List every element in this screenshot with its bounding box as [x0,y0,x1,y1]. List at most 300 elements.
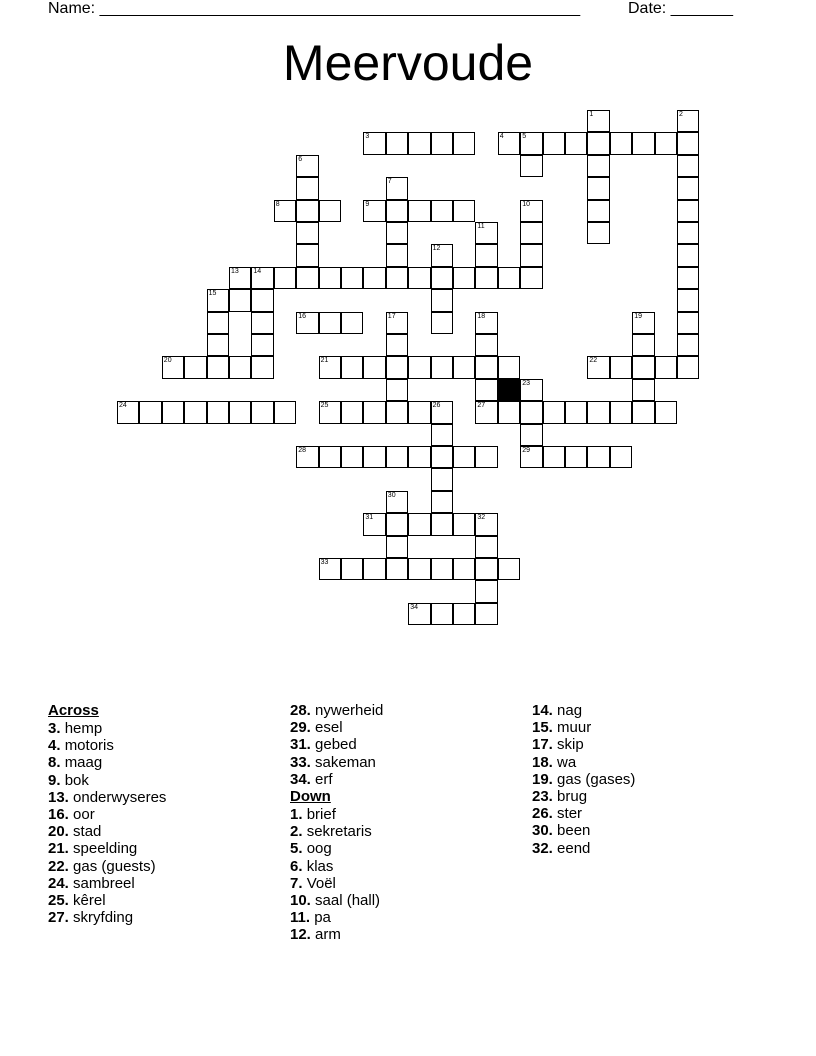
clue-number: 5 [522,133,527,141]
grid-cell[interactable] [363,513,385,535]
grid-cell[interactable] [498,132,520,154]
grid-cell[interactable] [386,356,408,378]
grid-cell[interactable] [431,200,453,222]
clue-item [290,926,530,943]
grid-cell[interactable] [543,132,565,154]
grid-cell[interactable] [431,468,453,490]
clue-number: 17 [387,312,396,320]
grid-cell[interactable] [296,446,318,468]
grid-cell[interactable] [677,356,699,378]
grid-cell[interactable] [587,155,609,177]
grid-cell[interactable] [453,446,475,468]
grid-cell[interactable] [498,356,520,378]
clue-number-label: 8. [48,754,61,772]
clue-number: 27 [477,402,486,410]
clue-item [290,858,530,875]
clue-item [290,875,530,892]
clue-number: 4 [499,133,504,141]
grid-cell[interactable] [274,200,296,222]
clue-text: gas (guests) [73,857,156,875]
clue-number-label: 29. [290,719,311,737]
clue-item [290,771,530,788]
page-title: Meervoude [282,35,534,91]
grid-cell[interactable] [453,513,475,535]
clue-item [48,806,288,823]
grid-cell[interactable] [453,132,475,154]
grid-cell[interactable] [296,200,318,222]
clue-text: wa [557,753,577,771]
grid-cell[interactable] [386,401,408,423]
grid-cell[interactable] [475,580,497,602]
clue-number-label: 13. [48,788,69,806]
clue-number-label: 4. [48,737,61,755]
clue-number: 19 [634,312,642,320]
crossword-grid [117,110,717,630]
clue-text: onderwyseres [73,788,167,806]
clue-text: motoris [64,737,114,755]
clue-number-label: 24. [48,874,69,892]
clue-text: hemp [64,720,103,737]
clue-item [48,772,288,789]
grid-cell[interactable] [475,603,497,625]
grid-cell[interactable] [386,267,408,289]
clue-number-label: 28. [290,702,311,719]
grid-cell[interactable] [386,446,408,468]
grid-cell[interactable] [117,401,139,423]
grid-cell[interactable] [610,356,632,378]
grid-cell[interactable] [408,267,430,289]
grid-cell[interactable] [251,401,273,423]
grid-cell[interactable] [632,334,654,356]
grid-cell[interactable] [565,132,587,154]
clue-number: 24 [119,402,127,410]
grid-cell[interactable] [677,200,699,222]
clue-text: skip [557,736,584,754]
clue-number: 6 [298,155,303,163]
clue-number: 13 [231,267,239,275]
grid-cell[interactable] [274,401,296,423]
grid-cell[interactable] [363,200,385,222]
clue-number: 23 [522,379,530,387]
grid-cell[interactable] [520,446,542,468]
grid-cell[interactable] [251,334,273,356]
grid-cell[interactable] [520,379,542,401]
clue-number: 28 [298,447,306,454]
grid-cell[interactable] [386,513,408,535]
clue-item [290,806,530,823]
grid-cell[interactable] [386,558,408,580]
clue-number: 8 [275,200,280,208]
grid-cell[interactable] [162,401,184,423]
black-cell [498,379,520,401]
grid-cell[interactable] [251,356,273,378]
clue-item [290,892,530,909]
clue-item [48,737,288,754]
clue-item [290,909,530,926]
name-field-label: Name: ______________________________________________________ [48,0,581,17]
grid-cell[interactable] [520,424,542,446]
grid-cell[interactable] [229,267,251,289]
grid-cell[interactable] [587,222,609,244]
grid-cell[interactable] [677,177,699,199]
grid-cell[interactable] [319,401,341,423]
grid-cell[interactable] [184,356,206,378]
clue-text: gebed [315,736,357,754]
grid-cell[interactable] [341,356,363,378]
clue-number-label: 1. [290,806,303,824]
grid-cell[interactable] [363,132,385,154]
clue-item [290,736,530,753]
grid-cell[interactable] [431,132,453,154]
grid-cell[interactable] [610,132,632,154]
grid-cell[interactable] [431,289,453,311]
grid-cell[interactable] [632,312,654,334]
grid-cell[interactable] [520,222,542,244]
clue-number-label: 11. [290,909,311,927]
clue-text: Voël [306,874,336,892]
grid-cell[interactable] [520,401,542,423]
grid-cell[interactable] [363,267,385,289]
grid-cell[interactable] [587,446,609,468]
clue-number: 2 [679,111,683,118]
grid-cell[interactable] [520,155,542,177]
grid-cell[interactable] [363,558,385,580]
clue-number-label: 12. [290,926,311,944]
grid-cell[interactable] [431,603,453,625]
clue-number-label: 17. [532,736,553,754]
grid-cell[interactable] [475,379,497,401]
grid-cell[interactable] [677,312,699,334]
clue-number-label: 2. [290,823,303,841]
grid-cell[interactable] [386,222,408,244]
grid-cell[interactable] [207,401,229,423]
grid-cell[interactable] [431,446,453,468]
clue-number-label: 23. [532,788,553,806]
across-heading: Across [48,702,99,719]
grid-cell[interactable] [296,155,318,177]
grid-cell[interactable] [431,491,453,513]
clue-number-label: 33. [290,753,311,771]
clue-number: 3 [365,133,370,141]
grid-cell[interactable] [453,267,475,289]
clue-text: skryfding [73,909,134,927]
clue-item [532,754,772,771]
clue-number: 34 [410,603,418,611]
grid-cell[interactable] [296,312,318,334]
grid-cell[interactable] [475,356,497,378]
grid-cell[interactable] [475,312,497,334]
grid-cell[interactable] [677,334,699,356]
grid-cell[interactable] [408,200,430,222]
grid-cell[interactable] [229,401,251,423]
grid-cell[interactable] [363,356,385,378]
grid-cell[interactable] [184,401,206,423]
grid-cell[interactable] [453,603,475,625]
grid-cell[interactable] [520,267,542,289]
grid-cell[interactable] [341,446,363,468]
grid-cell[interactable] [677,244,699,266]
grid-cell[interactable] [520,244,542,266]
clue-item [48,875,288,892]
grid-cell[interactable] [520,200,542,222]
clue-number-label: 26. [532,805,553,823]
clue-item [532,840,772,857]
clue-item [48,823,288,840]
grid-cell[interactable] [587,200,609,222]
grid-cell[interactable] [386,177,408,199]
clue-number: 9 [365,200,370,208]
clue-number-label: 10. [290,892,311,910]
grid-cell[interactable] [475,446,497,468]
clue-number: 16 [298,312,306,320]
clue-number-label: 18. [532,753,553,771]
clue-number: 20 [163,357,172,365]
clue-text: kêrel [73,892,106,910]
clue-number: 25 [320,402,329,410]
grid-cell[interactable] [408,603,430,625]
grid-cell[interactable] [498,401,520,423]
grid-cell[interactable] [453,558,475,580]
clue-text: stad [73,823,102,841]
grid-cell[interactable] [431,401,453,423]
grid-cell[interactable] [341,267,363,289]
grid-cell[interactable] [408,356,430,378]
grid-cell[interactable] [453,356,475,378]
clue-text: pa [314,909,331,927]
grid-cell[interactable] [475,401,497,423]
grid-cell[interactable] [296,177,318,199]
clue-number-label: 31. [290,736,311,754]
grid-cell[interactable] [386,334,408,356]
clue-number-label: 15. [532,719,553,737]
clues-column-1 [48,702,288,926]
grid-cell[interactable] [386,536,408,558]
grid-cell[interactable] [431,558,453,580]
clue-text: oog [306,840,332,858]
grid-cell[interactable] [475,334,497,356]
grid-cell[interactable] [632,356,654,378]
grid-cell[interactable] [408,132,430,154]
clue-number: 22 [589,357,598,365]
grid-cell[interactable] [498,558,520,580]
down-clue-list-continued [532,702,772,857]
grid-cell[interactable] [587,356,609,378]
grid-cell[interactable] [587,177,609,199]
clue-item [290,702,530,719]
clue-number: 21 [320,357,329,365]
grid-cell[interactable] [207,356,229,378]
grid-cell[interactable] [498,267,520,289]
grid-cell[interactable] [363,401,385,423]
clue-number-label: 14. [532,702,553,719]
grid-cell[interactable] [363,446,385,468]
clue-number-label: 34. [290,770,311,788]
clue-text: sekretaris [306,823,372,841]
grid-cell[interactable] [677,155,699,177]
grid-cell[interactable] [610,401,632,423]
clue-text: erf [315,770,333,788]
grid-cell[interactable] [475,513,497,535]
clue-number: 11 [477,223,485,230]
clue-text: eend [557,839,591,857]
clue-text: muur [557,719,592,737]
clue-number: 26 [432,402,441,410]
grid-cell[interactable] [319,558,341,580]
grid-cell[interactable] [408,558,430,580]
grid-cell[interactable] [408,513,430,535]
grid-cell[interactable] [587,401,609,423]
clue-item [532,719,772,736]
grid-cell[interactable] [520,132,542,154]
grid-cell[interactable] [475,244,497,266]
grid-cell[interactable] [408,446,430,468]
clue-number: 14 [253,267,262,275]
grid-cell[interactable] [207,312,229,334]
clue-text: brug [557,788,588,806]
clue-number-label: 25. [48,892,69,910]
clue-text: sambreel [73,874,135,892]
grid-cell[interactable] [319,446,341,468]
grid-cell[interactable] [655,132,677,154]
clue-text: maag [64,754,103,772]
grid-cell[interactable] [431,244,453,266]
grid-cell[interactable] [386,379,408,401]
grid-cell[interactable] [319,200,341,222]
grid-cell[interactable] [587,132,609,154]
grid-cell[interactable] [677,222,699,244]
grid-cell[interactable] [587,110,609,132]
grid-cell[interactable] [229,356,251,378]
grid-cell[interactable] [341,558,363,580]
grid-cell[interactable] [475,558,497,580]
grid-cell[interactable] [655,356,677,378]
grid-cell[interactable] [296,222,318,244]
grid-cell[interactable] [319,267,341,289]
grid-cell[interactable] [386,491,408,513]
grid-cell[interactable] [296,267,318,289]
date-field-label: Date: _______ [628,0,733,17]
grid-cell[interactable] [677,289,699,311]
clue-number-label: 7. [290,874,303,892]
clue-number-label: 3. [48,720,61,737]
clue-item [532,771,772,788]
clue-number: 18 [477,312,486,320]
grid-cell[interactable] [386,244,408,266]
grid-cell[interactable] [431,356,453,378]
clue-text: esel [315,719,343,737]
grid-cell[interactable] [475,536,497,558]
clue-number-label: 27. [48,909,69,927]
grid-cell[interactable] [251,267,273,289]
grid-cell[interactable] [139,401,161,423]
clue-text: gas (gases) [557,770,636,788]
grid-cell[interactable] [207,289,229,311]
grid-cell[interactable] [251,289,273,311]
clue-item [48,858,288,875]
grid-cell[interactable] [677,132,699,154]
grid-cell[interactable] [632,132,654,154]
grid-cell[interactable] [386,132,408,154]
grid-cell[interactable] [386,312,408,334]
clue-item [48,909,288,926]
clue-item [532,702,772,719]
grid-cell[interactable] [319,356,341,378]
grid-cell[interactable] [341,312,363,334]
clue-text: saal (hall) [315,892,381,910]
across-clue-list-continued [290,702,530,788]
grid-cell[interactable] [251,312,273,334]
clue-number: 10 [522,200,530,208]
grid-cell[interactable] [431,312,453,334]
clue-number-label: 21. [48,840,69,858]
grid-cell[interactable] [565,401,587,423]
clue-number: 33 [320,559,329,566]
grid-cell[interactable] [677,267,699,289]
grid-cell[interactable] [677,110,699,132]
clue-text: oor [73,806,95,824]
clue-number-label: 16. [48,806,69,824]
clue-number-label: 22. [48,857,69,875]
clue-number-label: 30. [532,822,553,840]
clue-item [290,719,530,736]
grid-cell[interactable] [610,446,632,468]
grid-cell[interactable] [229,289,251,311]
grid-cell[interactable] [386,200,408,222]
grid-cell[interactable] [162,356,184,378]
grid-cell[interactable] [632,379,654,401]
down-clue-list [290,806,530,944]
clue-text: arm [315,926,341,944]
clue-number: 29 [522,447,530,454]
clue-number-label: 19. [532,770,553,788]
grid-cell[interactable] [453,200,475,222]
clue-number: 32 [477,514,486,522]
clue-item [290,823,530,840]
clue-number: 30 [387,491,396,499]
grid-cell[interactable] [543,401,565,423]
grid-cell[interactable] [431,267,453,289]
clue-item [48,789,288,806]
grid-cell[interactable] [296,244,318,266]
clue-number-label: 20. [48,823,69,841]
clue-text: klas [306,857,334,875]
clue-text: speelding [73,840,138,858]
clue-number-label: 9. [48,771,61,789]
grid-cell[interactable] [408,401,430,423]
grid-cell[interactable] [543,446,565,468]
across-clue-list [48,720,288,926]
clue-item [290,754,530,771]
clue-text: sakeman [315,753,376,771]
worksheet-header [48,0,768,20]
grid-cell[interactable] [632,401,654,423]
grid-cell[interactable] [475,222,497,244]
clue-item [532,822,772,839]
grid-cell[interactable] [207,334,229,356]
down-heading: Down [290,788,331,806]
grid-cell[interactable] [655,401,677,423]
grid-cell[interactable] [565,446,587,468]
grid-cell[interactable] [341,401,363,423]
clue-item [532,805,772,822]
clues-column-3 [532,702,772,857]
grid-cell[interactable] [319,312,341,334]
grid-cell[interactable] [274,267,296,289]
clue-text: brief [306,806,336,824]
grid-cell[interactable] [475,267,497,289]
grid-cell[interactable] [431,513,453,535]
grid-cell[interactable] [431,424,453,446]
